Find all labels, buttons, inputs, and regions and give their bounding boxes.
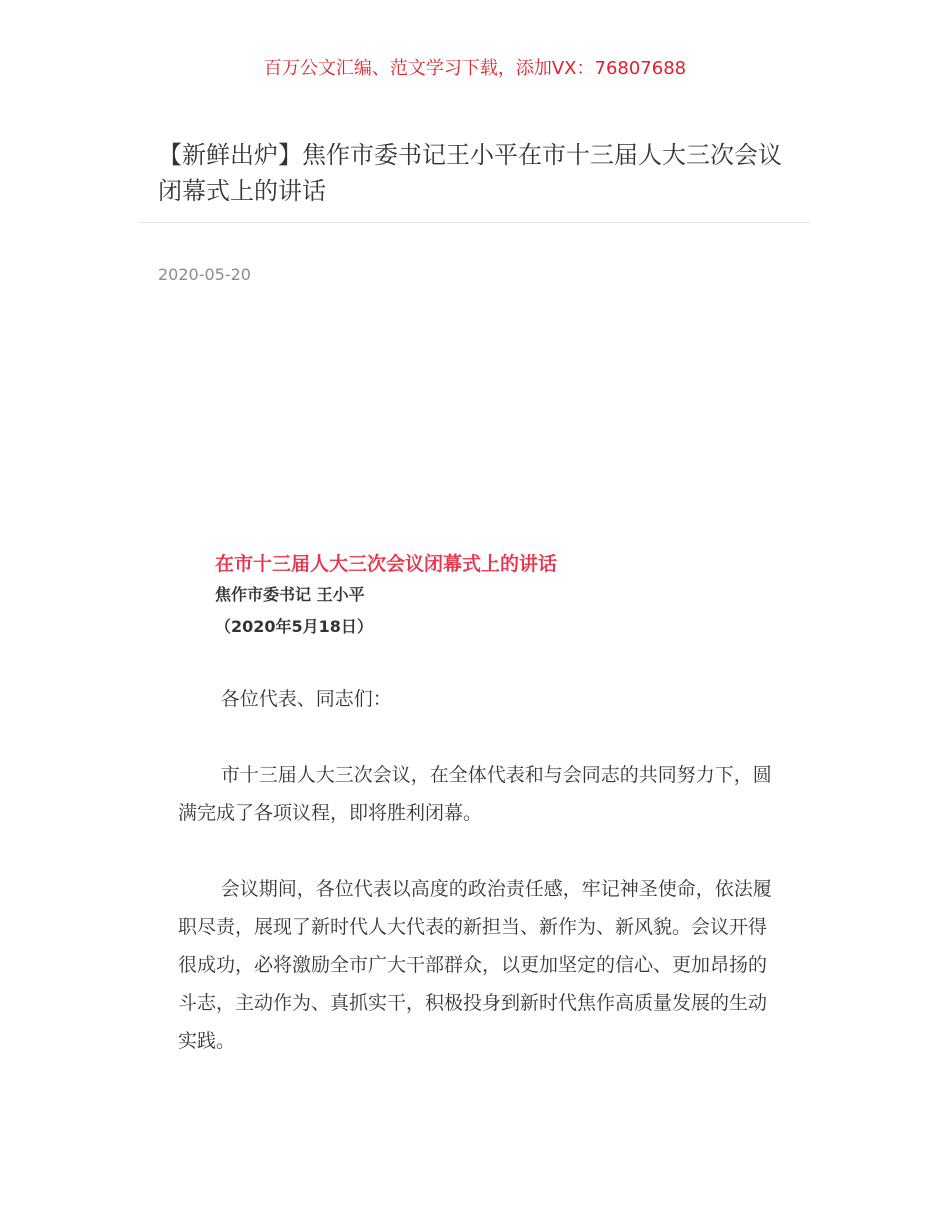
article-header [140,137,810,223]
promo-banner: 百万公文汇编、范文学习下载，添加VX：76807688 [263,58,687,79]
speech-salutation: 各位代表、同志们： [220,688,392,710]
article-title: 【新鲜出炉】焦作市委书记王小平在市十三届人大三次会议闭幕式上的讲话 [158,141,782,205]
publish-date: 2020-05-20 [158,265,251,284]
speech-title: 在市十三届人大三次会议闭幕式上的讲话 [215,553,558,575]
speech-author: 焦作市委书记 王小平 [215,585,365,604]
speech-paragraph: 会议期间，各位代表以高度的政治责任感，牢记神圣使命，依法履职尽责，展现了新时代人大代表的新担当、新作为、新风貌。会议开得很成功，必将激励全市广大干部群众，以更加坚定的信心、更加昂扬的斗志，主动作为、真抓实干，积极投身到新时代焦作高质量发展的生动实践。 [178,878,772,1052]
speech-paragraph: 市十三届人大三次会议，在全体代表和与会同志的共同努力下，圆满完成了各项议程，即将胜利闭幕。 [178,764,772,824]
speech-heading [215,550,557,639]
speech-body [178,680,776,1098]
speech-date: （2020年5月18日） [215,617,373,636]
title-divider [140,222,810,223]
